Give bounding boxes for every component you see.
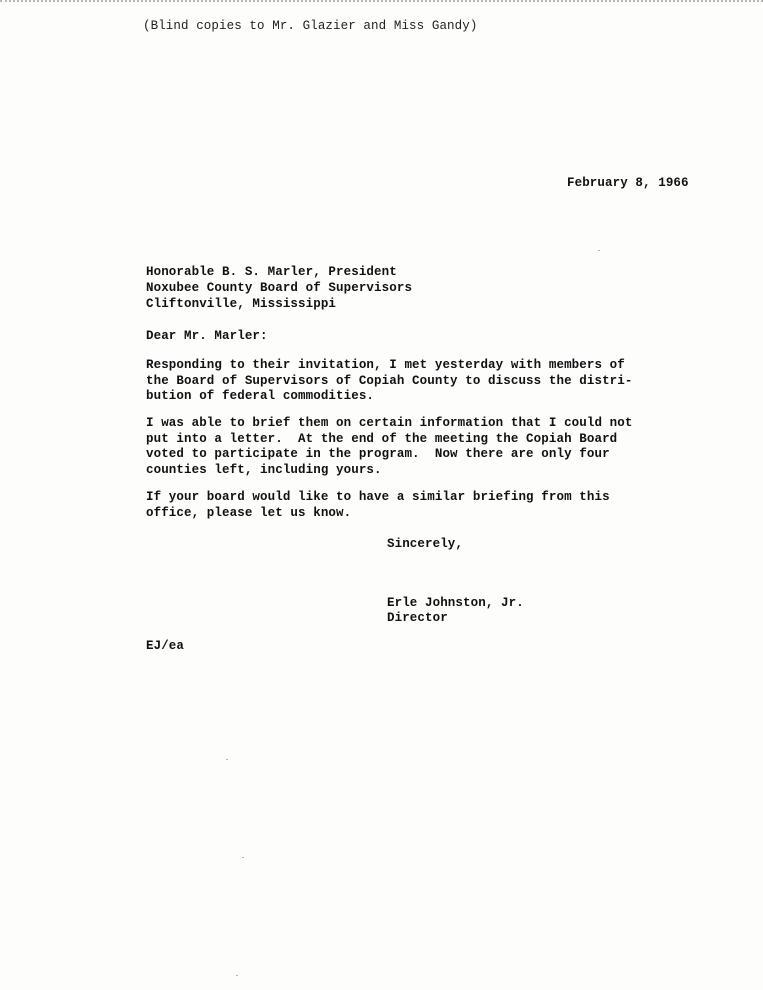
paragraph-line: put into a letter. At the end of the meeting the Copiah Board — [146, 431, 618, 446]
body-paragraph-1 — [146, 358, 632, 405]
paragraph-line: voted to participate in the program. Now there are only four — [146, 447, 610, 461]
letter-date: February 8, 1966 — [567, 176, 689, 190]
paragraph-line: office, please let us know. — [146, 505, 352, 520]
blind-copies-note: (Blind copies to Mr. Glazier and Miss Gandy) — [143, 19, 478, 33]
scan-speck — [226, 759, 228, 760]
signature-title: Director — [387, 611, 448, 625]
body-paragraph-2 — [146, 416, 632, 478]
recipient-line-2: Noxubee County Board of Supervisors — [146, 281, 413, 295]
typist-initials: EJ/ea — [146, 639, 185, 653]
recipient-line-3: Cliftonville, Mississippi — [146, 297, 337, 311]
paragraph-line: the Board of Supervisors of Copiah County to discuss the distri- — [146, 373, 633, 388]
closing: Sincerely, — [387, 537, 464, 551]
page-top-edge — [0, 0, 763, 8]
paragraph-line: counties left, including yours. — [146, 462, 382, 477]
recipient-line-1: Honorable B. S. Marler, President — [146, 265, 397, 279]
body-paragraph-3 — [146, 490, 610, 521]
paragraph-line: I was able to brief them on certain information that I could not — [146, 416, 633, 430]
paragraph-line: If your board would like to have a similar briefing from this — [146, 490, 610, 504]
scan-speck — [598, 250, 600, 251]
salutation: Dear Mr. Marler: — [146, 329, 268, 343]
scan-speck — [242, 857, 244, 858]
scan-speck — [236, 975, 238, 976]
paragraph-line: bution of federal commodities. — [146, 389, 375, 403]
paragraph-line: Responding to their invitation, I met yesterday with members of — [146, 358, 625, 372]
signature-name: Erle Johnston, Jr. — [387, 596, 524, 610]
